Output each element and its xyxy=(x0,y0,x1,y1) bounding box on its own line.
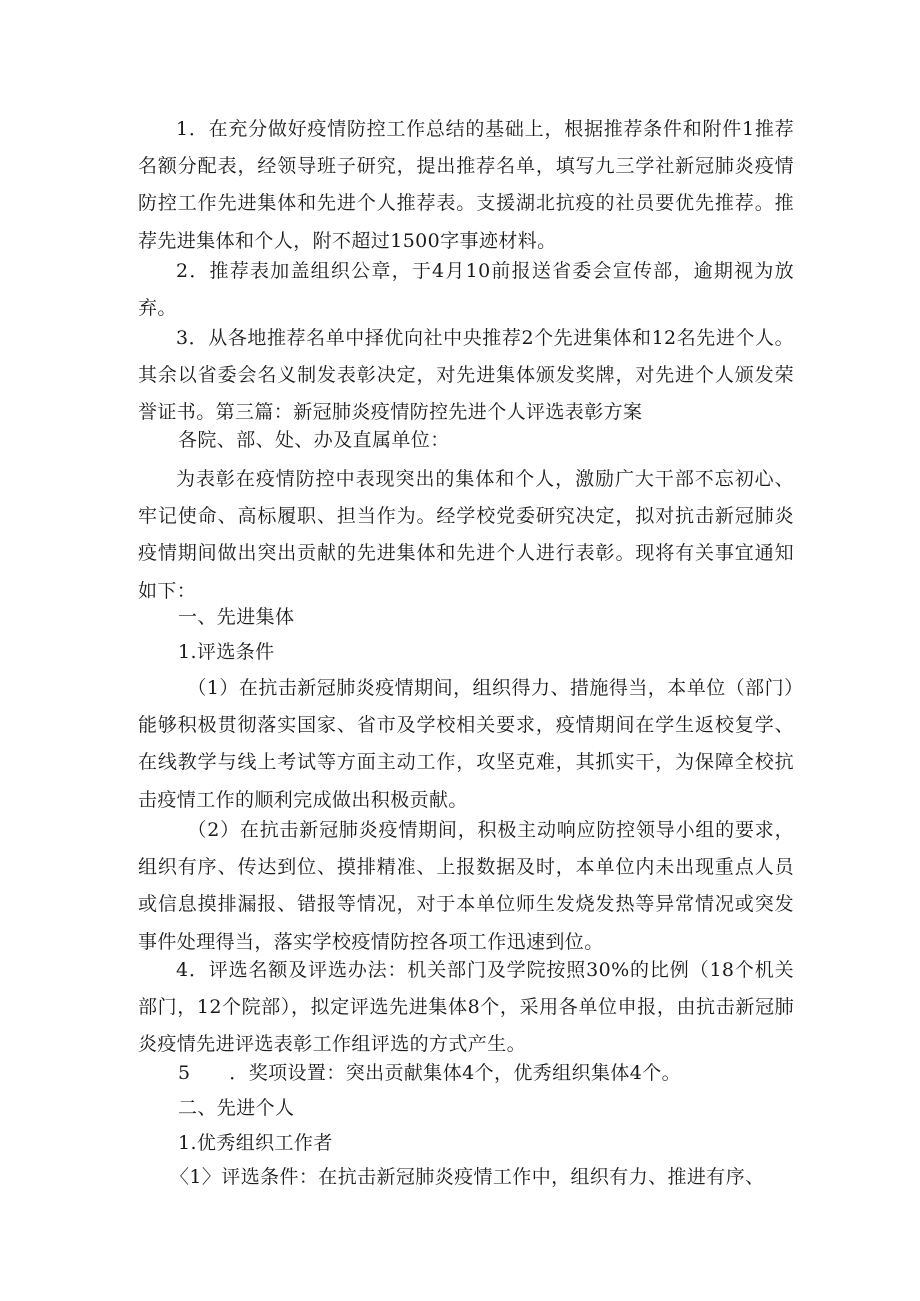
condition-1 xyxy=(138,670,794,819)
condition-2 xyxy=(138,812,794,961)
paragraph-3 xyxy=(138,320,794,432)
condition-2-text: （2）在抗击新冠肺炎疫情期间，积极主动响应防控领导小组的要求，组织有序、传达到位、摸排精准、上报数据及时，本单位内未出现重点人员或信息摸排漏报、错报等情况，对于本单位师生发烧发热等异常情况或突发事件处理得当，落实学校疫情防控各项工作迅速到位。 xyxy=(138,819,794,953)
paragraph-4-text: 为表彰在疫情防控中表现突出的集体和个人，激励广大干部不忘初心、牢记使命、高标履职、担当作为。经学校党委研究决定，拟对抗击新冠肺炎疫情期间做出突出贡献的先进集体和先进个人进行表彰。现将有关事宜通知如下： xyxy=(138,468,794,602)
paragraph-2-text: 2．推荐表加盖组织公章，于4月10前报送省委会宣传部，逾期视为放弃。 xyxy=(138,260,794,320)
paragraph-1-text: 1．在充分做好疫情防控工作总结的基础上，根据推荐条件和附件1推荐名额分配表，经领导班子研究，提出推荐名单，填写九三学社新冠肺炎疫情防控工作先进集体和先进个人推荐表。支援湖北抗疫的社员要优先推荐。推荐先进集体和个人，附不超过1500字事迹材料。 xyxy=(138,118,794,252)
paragraph-1 xyxy=(138,111,794,260)
paragraph-2 xyxy=(138,253,794,327)
section-heading-2: 二、先进个人 xyxy=(178,1097,295,1119)
paragraph-5-text: 4．评选名额及评选办法：机关部门及学院按照30%的比例（18个机关部门，12个院部），拟定评选先进集体8个，采用各单位申报，由抗击新冠肺炎疫情先进评选表彰工作组评选的方式产生。 xyxy=(138,959,794,1056)
paragraph-5 xyxy=(138,952,794,1064)
paragraph-6: 5 ．奖项设置：突出贡献集体4个，优秀组织集体4个。 xyxy=(178,1062,682,1084)
section-heading-1: 一、先进集体 xyxy=(178,606,295,628)
paragraph-3-text: 3．从各地推荐名单中择优向社中央推荐2个先进集体和12名先进个人。其余以省委会名义制发表彰决定，对先进集体颁发奖牌，对先进个人颁发荣誉证书。第三篇：新冠肺炎疫情防控先进个人评选表彰方案 xyxy=(138,327,794,424)
condition-3: 〈1〉评选条件：在抗击新冠肺炎疫情工作中，组织有力、推进有序、 xyxy=(170,1166,765,1188)
subheading-1-1: 1.评选条件 xyxy=(178,641,275,663)
paragraph-4 xyxy=(138,461,794,610)
subheading-2-1: 1.优秀组织工作者 xyxy=(178,1132,333,1154)
salutation: 各院、部、处、办及直属单位： xyxy=(178,429,450,451)
condition-1-text: （1）在抗击新冠肺炎疫情期间，组织得力、措施得当，本单位（部门）能够积极贯彻落实国家、省市及学校相关要求，疫情期间在学生返校复学、在线教学与线上考试等方面主动工作，攻坚克难，其抓实干，为保障全校抗击疫情工作的顺利完成做出积极贡献。 xyxy=(138,677,794,811)
